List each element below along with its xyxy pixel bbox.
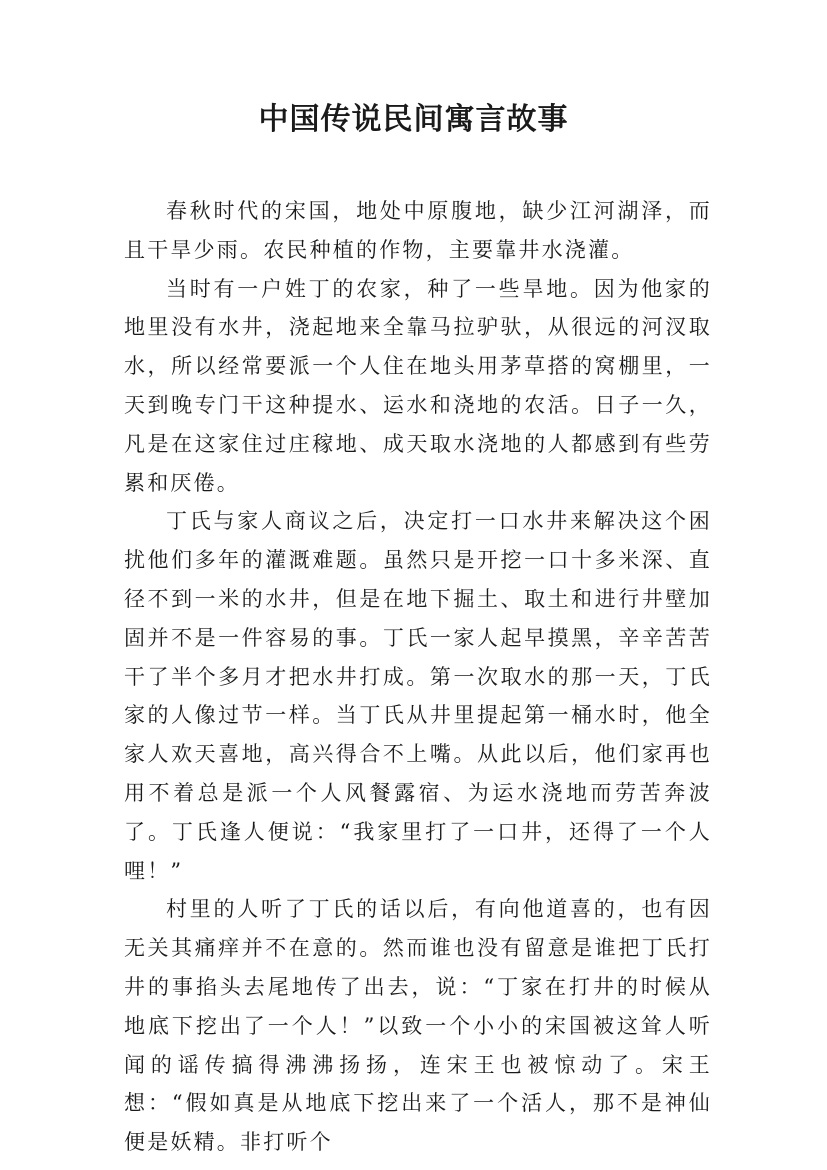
paragraph: 当时有一户姓丁的农家，种了一些旱地。因为他家的地里没有水井，浇起地来全靠马拉驴驮，从很远的河汊取水，所以经常要派一个人住在地头用茅草搭的窝棚里，一天到晚专门干这种提水、运水和浇地的农活。日子一久，凡是在这家住过庄稼地、成天取水浇地的人都感到有些劳累和厌倦。: [124, 276, 712, 495]
paragraph: 丁氏与家人商议之后，决定打一口水井来解决这个困扰他们多年的灌溉难题。虽然只是开挖一口十多米深、直径不到一米的水井，但是在地下掘土、取土和进行井壁加固并不是一件容易的事。丁氏一家人起早摸黑，辛辛苦苦干了半个多月才把水井打成。第一次取水的那一天，丁氏家的人像过节一样。当丁氏从井里提起第一桶水时，他全家人欢天喜地，高兴得合不上嘴。从此以后，他们家再也用不着总是派一个人风餐露宿、为运水浇地而劳苦奔波了。丁氏逢人便说：“我家里打了一口井，还得了一个人哩！”: [124, 509, 712, 883]
document-body: [124, 192, 712, 1162]
paragraph: 村里的人听了丁氏的话以后，有向他道喜的，也有因无关其痛痒并不在意的。然而谁也没有留意是谁把丁氏打井的事掐头去尾地传了出去，说：“丁家在打井的时候从地底下挖出了一个人！”以致一个小小的宋国被这耸人听闻的谣传搞得沸沸扬扬，连宋王也被惊动了。宋王想：“假如真是从地底下挖出来了一个活人，那不是神仙便是妖精。非打听个: [124, 897, 712, 1155]
paragraph: 春秋时代的宋国，地处中原腹地，缺少江河湖泽，而且干旱少雨。农民种植的作物，主要靠井水浇灌。: [124, 199, 712, 262]
document-title: 中国传说民间寓言故事: [258, 102, 569, 137]
